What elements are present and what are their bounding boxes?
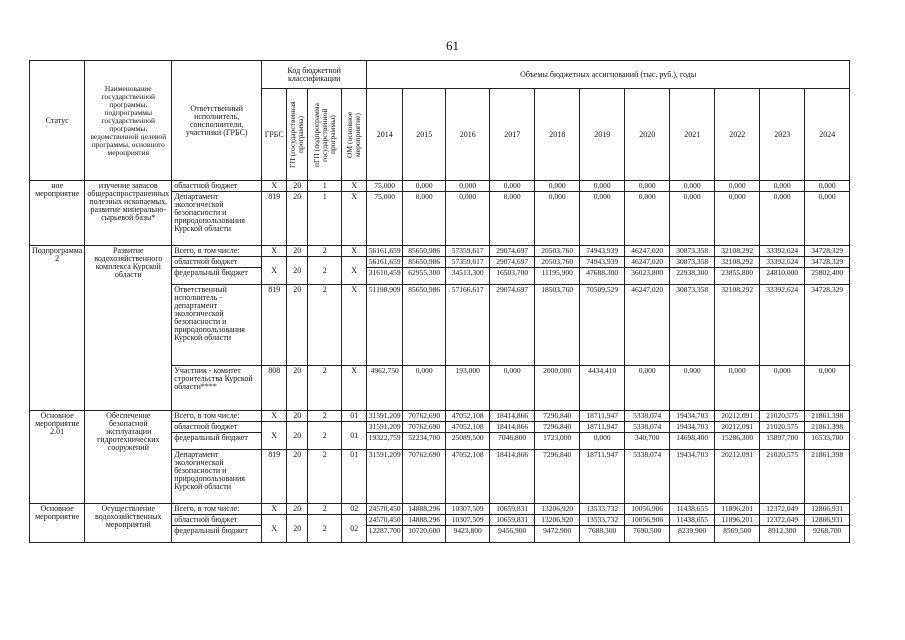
om-cell: 01 — [342, 422, 367, 450]
value-cell: 19434,703 — [670, 411, 715, 422]
value-cell: 0,000 — [580, 192, 625, 246]
value-cell: 47052,108 — [446, 411, 490, 422]
status-cell: Основное мероприятие — [30, 504, 85, 543]
grbs-cell: X — [262, 422, 287, 450]
value-cell: 340,700 — [625, 433, 670, 450]
value-cell: 18503,760 — [535, 285, 580, 366]
value-cell: 56161,659 — [367, 246, 403, 257]
value-cell: 33392,624 — [760, 285, 805, 366]
source-cell: Всего, в том числе: — [172, 411, 262, 422]
value-cell: 10056,906 — [625, 504, 670, 515]
value-cell: 85650,986 — [403, 285, 446, 366]
table-row — [30, 411, 850, 422]
value-cell: 4962,750 — [367, 366, 403, 411]
value-cell: 0,000 — [715, 366, 760, 411]
value-cell: 13206,920 — [535, 504, 580, 515]
budget-table — [29, 60, 850, 543]
value-cell: 0,000 — [625, 366, 670, 411]
value-cell: 29074,697 — [490, 246, 535, 257]
value-cell: 13533,732 — [580, 515, 625, 526]
value-cell: 70509,529 — [580, 285, 625, 366]
value-cell: 10056,906 — [625, 515, 670, 526]
value-cell: 0,000 — [670, 366, 715, 411]
header-volume-group: Объемы бюджетных ассигнований (тыс. руб.), годы — [367, 61, 850, 89]
value-cell: 23855,800 — [715, 268, 760, 285]
source-cell: федеральный бюджет — [172, 433, 262, 450]
pgp-cell: 2 — [308, 246, 342, 257]
value-cell: 21861,398 — [805, 411, 850, 422]
value-cell: 0,000 — [760, 181, 805, 192]
grbs-cell: 819 — [262, 192, 287, 246]
value-cell: 12866,931 — [805, 504, 850, 515]
value-cell: 47052,108 — [446, 450, 490, 504]
gp-cell: 20 — [287, 192, 308, 246]
value-cell: 21020,575 — [760, 411, 805, 422]
value-cell: 11896,201 — [715, 504, 760, 515]
value-cell: 20212,091 — [715, 422, 760, 433]
header-year-10: 2024 — [805, 89, 850, 181]
value-cell: 32108,292 — [715, 285, 760, 366]
table-row — [30, 246, 850, 257]
value-cell: 29074,697 — [490, 285, 535, 366]
status-cell: ное мероприятие — [30, 181, 85, 246]
pgp-cell: 1 — [308, 192, 342, 246]
source-cell: Всего, в том числе: — [172, 246, 262, 257]
source-cell: Департамент экологической безопасности и природопользования Курской области — [172, 192, 262, 246]
value-cell: 21020,575 — [760, 422, 805, 433]
value-cell: 33392,624 — [760, 257, 805, 268]
value-cell: 0,000 — [403, 181, 446, 192]
pgp-cell: 1 — [308, 181, 342, 192]
value-cell: 18711,947 — [580, 450, 625, 504]
value-cell: 0,000 — [490, 366, 535, 411]
value-cell: 10307,509 — [446, 504, 490, 515]
value-cell: 12372,049 — [760, 504, 805, 515]
value-cell: 15897,700 — [760, 433, 805, 450]
value-cell: 9456,900 — [490, 526, 535, 543]
value-cell: 9423,800 — [446, 526, 490, 543]
header-year-0: 2014 — [367, 89, 403, 181]
header-om-cell — [342, 89, 367, 181]
om-cell: X — [342, 366, 367, 411]
value-cell: 7688,300 — [580, 526, 625, 543]
value-cell: 74943,939 — [580, 246, 625, 257]
value-cell: 33392,624 — [760, 246, 805, 257]
value-cell: 0,000 — [625, 192, 670, 246]
header-om: ОМ (основное мероприятие) — [345, 111, 363, 158]
value-cell: 0,000 — [670, 181, 715, 192]
header-grbs: ГРБС — [262, 89, 287, 181]
om-cell: X — [342, 246, 367, 257]
value-cell: 25802,400 — [805, 268, 850, 285]
value-cell: 0,000 — [625, 181, 670, 192]
value-cell: 52234,700 — [403, 433, 446, 450]
value-cell: 14888,296 — [403, 515, 446, 526]
value-cell: 34513,300 — [446, 268, 490, 285]
value-cell: 24570,450 — [367, 504, 403, 515]
gp-cell: 20 — [287, 504, 308, 515]
pgp-cell: 2 — [308, 450, 342, 504]
header-gp: ГП (государственная программа) — [288, 101, 306, 168]
value-cell: 19322,759 — [367, 433, 403, 450]
page-number: 61 — [446, 38, 459, 53]
value-cell: 34728,329 — [805, 246, 850, 257]
value-cell: 14888,296 — [403, 504, 446, 515]
table-row — [30, 504, 850, 515]
om-cell: X — [342, 181, 367, 192]
grbs-cell: 808 — [262, 366, 287, 411]
value-cell: 1723,000 — [535, 433, 580, 450]
value-cell: 85650,986 — [403, 246, 446, 257]
grbs-cell: 819 — [262, 285, 287, 366]
value-cell: 12372,049 — [760, 515, 805, 526]
value-cell: 0,000 — [580, 181, 625, 192]
pgp-cell: 2 — [308, 515, 342, 543]
value-cell: 11896,201 — [715, 515, 760, 526]
source-cell: Ответственный исполнитель - департамент экологической безопасности и природопользования Курской области — [172, 285, 262, 366]
name-cell: Развитие водохозяйственного комплекса Курской области — [85, 246, 172, 411]
gp-cell: 20 — [287, 285, 308, 366]
value-cell: 30873,358 — [670, 285, 715, 366]
value-cell: 18711,947 — [580, 422, 625, 433]
value-cell: 57359,617 — [446, 246, 490, 257]
grbs-cell: X — [262, 257, 287, 285]
value-cell: 9268,700 — [805, 526, 850, 543]
value-cell: 57359,617 — [446, 257, 490, 268]
value-cell: 47688,300 — [580, 268, 625, 285]
header-gp-cell — [287, 89, 308, 181]
value-cell: 0,000 — [446, 192, 490, 246]
value-cell: 57166,617 — [446, 285, 490, 366]
value-cell: 7690,500 — [625, 526, 670, 543]
om-cell: 01 — [342, 450, 367, 504]
om-cell: X — [342, 285, 367, 366]
value-cell: 0,000 — [805, 366, 850, 411]
value-cell: 31591,209 — [367, 422, 403, 433]
om-cell: X — [342, 192, 367, 246]
header-year-4: 2018 — [535, 89, 580, 181]
value-cell: 8569,500 — [715, 526, 760, 543]
grbs-cell: X — [262, 515, 287, 543]
value-cell: 31591,209 — [367, 411, 403, 422]
source-cell: областной бюджет — [172, 422, 262, 433]
source-cell: областной бюджет — [172, 257, 262, 268]
value-cell: 5338,074 — [625, 422, 670, 433]
value-cell: 30873,358 — [670, 246, 715, 257]
value-cell: 16533,700 — [805, 433, 850, 450]
value-cell: 14698,400 — [670, 433, 715, 450]
header-name: Наименование государственной программы, подпрограммы государственной программы, ведомственной целевой программы, основного мероприятия — [85, 61, 172, 181]
pgp-cell: 2 — [308, 285, 342, 366]
pgp-cell: 2 — [308, 366, 342, 411]
value-cell: 18414,866 — [490, 422, 535, 433]
value-cell: 11438,655 — [670, 504, 715, 515]
header-year-9: 2023 — [760, 89, 805, 181]
value-cell: 85650,986 — [403, 257, 446, 268]
value-cell: 36023,800 — [625, 268, 670, 285]
value-cell: 0,000 — [805, 192, 850, 246]
gp-cell: 20 — [287, 411, 308, 422]
header-year-7: 2021 — [670, 89, 715, 181]
value-cell: 20503,760 — [535, 246, 580, 257]
name-cell: Обеспечение безопасной эксплуатации гидротехнических сооружений — [85, 411, 172, 504]
value-cell: 21861,398 — [805, 422, 850, 433]
value-cell: 46247,020 — [625, 285, 670, 366]
header-status: Статус — [30, 61, 85, 181]
value-cell: 31610,459 — [367, 268, 403, 285]
value-cell: 13206,920 — [535, 515, 580, 526]
value-cell: 0,000 — [403, 366, 446, 411]
om-cell: 02 — [342, 515, 367, 543]
source-cell: Департамент экологической безопасности и природопользования Курской области — [172, 450, 262, 504]
value-cell: 75,000 — [367, 192, 403, 246]
om-cell: 01 — [342, 411, 367, 422]
header-year-2: 2016 — [446, 89, 490, 181]
value-cell: 74943,939 — [580, 257, 625, 268]
value-cell: 10307,509 — [446, 515, 490, 526]
header-code-group: Код бюджетной классификации — [262, 61, 367, 89]
value-cell: 0,000 — [760, 192, 805, 246]
value-cell: 2000,000 — [535, 366, 580, 411]
grbs-cell: X — [262, 411, 287, 422]
gp-cell: 20 — [287, 515, 308, 543]
value-cell: 0,000 — [670, 192, 715, 246]
value-cell: 19434,703 — [670, 450, 715, 504]
value-cell: 31591,209 — [367, 450, 403, 504]
name-cell: изучение запасов общераспространенных полезных ископаемых, развитие минерально-сырьевой базы* — [85, 181, 172, 246]
header-year-3: 2017 — [490, 89, 535, 181]
value-cell: 20212,091 — [715, 450, 760, 504]
value-cell: 19434,703 — [670, 422, 715, 433]
grbs-cell: 819 — [262, 450, 287, 504]
value-cell: 0,000 — [535, 181, 580, 192]
value-cell: 7296,840 — [535, 422, 580, 433]
header-year-6: 2020 — [625, 89, 670, 181]
value-cell: 0,000 — [805, 181, 850, 192]
value-cell: 75,000 — [367, 181, 403, 192]
value-cell: 62955,300 — [403, 268, 446, 285]
value-cell: 18414,866 — [490, 411, 535, 422]
value-cell: 10659,831 — [490, 504, 535, 515]
source-cell: областной бюджет — [172, 515, 262, 526]
value-cell: 70762,690 — [403, 422, 446, 433]
value-cell: 18414,866 — [490, 450, 535, 504]
header-year-8: 2022 — [715, 89, 760, 181]
value-cell: 46247,020 — [625, 257, 670, 268]
name-cell: Осуществление водохозяйственных мероприятий — [85, 504, 172, 543]
value-cell: 32108,292 — [715, 246, 760, 257]
value-cell: 0,000 — [490, 181, 535, 192]
value-cell: 10720,600 — [403, 526, 446, 543]
value-cell: 7296,840 — [535, 411, 580, 422]
value-cell: 5338,074 — [625, 450, 670, 504]
value-cell: 20503,760 — [535, 257, 580, 268]
value-cell: 7046,800 — [490, 433, 535, 450]
value-cell: 16503,700 — [490, 268, 535, 285]
value-cell: 0,000 — [535, 192, 580, 246]
value-cell: 0,000 — [715, 192, 760, 246]
header-year-5: 2019 — [580, 89, 625, 181]
grbs-cell: X — [262, 181, 287, 192]
status-cell: Основное мероприятие 2.01 — [30, 411, 85, 504]
table-row — [30, 181, 850, 192]
gp-cell: 20 — [287, 450, 308, 504]
status-cell: Подпрограмма 2 — [30, 246, 85, 411]
value-cell: 0,000 — [490, 192, 535, 246]
value-cell: 0,000 — [760, 366, 805, 411]
value-cell: 10659,831 — [490, 515, 535, 526]
header-pgp-cell — [308, 89, 342, 181]
value-cell: 34728,329 — [805, 285, 850, 366]
header-year-1: 2015 — [403, 89, 446, 181]
value-cell: 15286,300 — [715, 433, 760, 450]
value-cell: 9472,900 — [535, 526, 580, 543]
gp-cell: 20 — [287, 181, 308, 192]
source-cell: Участник - комитет строительства Курской области**** — [172, 366, 262, 411]
value-cell: 22938,300 — [670, 268, 715, 285]
value-cell: 70762,690 — [403, 450, 446, 504]
value-cell: 20212,091 — [715, 411, 760, 422]
value-cell: 34728,329 — [805, 257, 850, 268]
value-cell: 0,000 — [403, 192, 446, 246]
value-cell: 8912,300 — [760, 526, 805, 543]
source-cell: федеральный бюджет — [172, 526, 262, 543]
source-cell: областной бюджет — [172, 181, 262, 192]
om-cell: X — [342, 257, 367, 285]
value-cell: 56161,659 — [367, 257, 403, 268]
value-cell: 24810,000 — [760, 268, 805, 285]
grbs-cell: X — [262, 246, 287, 257]
header-pgp: пГП (подпрограмма государственной программы) — [311, 102, 337, 167]
header-responsible: Ответственный исполнитель, соисполнители, участники (ГРБС) — [172, 61, 262, 181]
value-cell: 5338,074 — [625, 411, 670, 422]
value-cell: 18711,947 — [580, 411, 625, 422]
value-cell: 21861,398 — [805, 450, 850, 504]
source-cell: федеральный бюджет — [172, 268, 262, 285]
pgp-cell: 2 — [308, 411, 342, 422]
source-cell: Всего, в том числе: — [172, 504, 262, 515]
table-body — [30, 181, 850, 543]
value-cell: 0,000 — [446, 181, 490, 192]
value-cell: 11195,900 — [535, 268, 580, 285]
value-cell: 193,000 — [446, 366, 490, 411]
gp-cell: 20 — [287, 246, 308, 257]
grbs-cell: X — [262, 504, 287, 515]
value-cell: 51198,909 — [367, 285, 403, 366]
value-cell: 46247,020 — [625, 246, 670, 257]
value-cell: 25089,500 — [446, 433, 490, 450]
value-cell: 0,000 — [715, 181, 760, 192]
value-cell: 29074,697 — [490, 257, 535, 268]
value-cell: 24570,450 — [367, 515, 403, 526]
pgp-cell: 2 — [308, 504, 342, 515]
value-cell: 11438,655 — [670, 515, 715, 526]
value-cell: 12866,931 — [805, 515, 850, 526]
value-cell: 13533,732 — [580, 504, 625, 515]
value-cell: 70762,690 — [403, 411, 446, 422]
value-cell: 30873,358 — [670, 257, 715, 268]
value-cell: 21020,575 — [760, 450, 805, 504]
pgp-cell: 2 — [308, 422, 342, 450]
value-cell: 8239,900 — [670, 526, 715, 543]
value-cell: 7296,840 — [535, 450, 580, 504]
value-cell: 47052,108 — [446, 422, 490, 433]
gp-cell: 20 — [287, 257, 308, 285]
pgp-cell: 2 — [308, 257, 342, 285]
value-cell: 32108,292 — [715, 257, 760, 268]
om-cell: 02 — [342, 504, 367, 515]
gp-cell: 20 — [287, 422, 308, 450]
gp-cell: 20 — [287, 366, 308, 411]
value-cell: 0,000 — [580, 433, 625, 450]
value-cell: 4434,410 — [580, 366, 625, 411]
value-cell: 12287,700 — [367, 526, 403, 543]
